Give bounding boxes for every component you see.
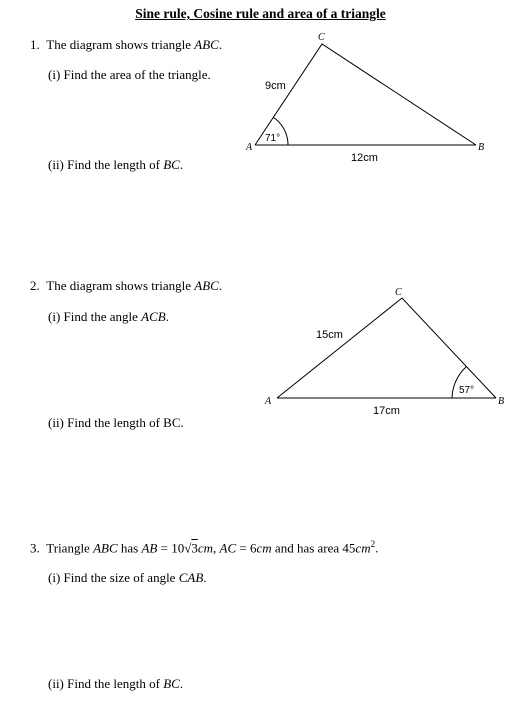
part-suffix: .: [165, 309, 169, 324]
part-text: Find the length of: [67, 676, 164, 691]
side-ac-name: AC: [219, 540, 237, 556]
stem-text: The diagram shows triangle: [46, 278, 195, 293]
stem-suffix: .: [218, 278, 223, 293]
side-ac-label: 9cm: [265, 80, 286, 92]
question-number: 1.: [30, 37, 40, 52]
triangle-name: ABC: [194, 37, 219, 52]
angle-label: 71°: [265, 133, 281, 144]
vertex-c-label: C: [318, 32, 325, 43]
question-3-part-i: [48, 570, 207, 586]
part-text: Find the angle: [63, 309, 142, 324]
side-ac-value: = 6: [236, 540, 257, 556]
part-suffix: .: [203, 570, 207, 585]
triangle-name: ABC: [194, 278, 219, 293]
side-ab-label: 12cm: [351, 152, 378, 164]
stem-text: ,: [213, 540, 220, 556]
vertex-a-label: A: [265, 396, 272, 407]
part-label: (i): [48, 67, 61, 82]
side-ab-label: 17cm: [373, 405, 400, 417]
radicand: 3: [191, 540, 198, 556]
unit: cm: [197, 540, 214, 556]
stem-text: has: [117, 540, 142, 556]
part-text: Find the size of angle: [63, 570, 179, 585]
part-text: Find the length of BC.: [67, 415, 184, 430]
part-suffix: .: [179, 157, 184, 172]
question-3-stem: [30, 539, 378, 556]
side-ab-name: AB: [141, 540, 158, 556]
stem-text: The diagram shows triangle: [46, 37, 195, 52]
angle-label: 57°: [459, 385, 475, 396]
vertex-c-label: C: [395, 287, 402, 298]
vertex-b-label: B: [498, 396, 505, 407]
angle-name: ACB: [141, 309, 166, 324]
question-number: 2.: [30, 278, 40, 293]
part-label: (ii): [48, 415, 64, 430]
area-unit: cm: [355, 540, 371, 556]
side-ab-value: = 10: [157, 540, 185, 556]
stem-text: Triangle: [46, 540, 94, 556]
vertex-b-label: B: [478, 142, 485, 153]
angle-name: CAB: [178, 570, 204, 585]
question-3-part-ii: [48, 676, 183, 692]
unit: cm: [256, 540, 272, 556]
part-label: (i): [48, 570, 61, 585]
part-label: (i): [48, 309, 61, 324]
triangle-name: ABC: [93, 540, 118, 556]
vertex-a-label: A: [246, 142, 253, 153]
area-exponent: 2: [370, 539, 376, 549]
stem-suffix: .: [375, 540, 379, 556]
side-ac-label: 15cm: [316, 329, 343, 341]
part-text: Find the area of the triangle.: [63, 67, 211, 82]
worksheet-title: Sine rule, Cosine rule and area of a triangle: [135, 6, 386, 21]
question-number: 3.: [30, 540, 40, 556]
sqrt-icon: √: [184, 540, 192, 556]
stem-suffix: .: [218, 37, 223, 52]
side-name: BC: [163, 157, 180, 172]
triangle-sides: [277, 298, 496, 398]
stem-text: and has area 45: [271, 540, 356, 556]
part-label: (ii): [48, 676, 64, 691]
part-text: Find the length of: [67, 157, 164, 172]
part-suffix: .: [179, 676, 184, 691]
side-name: BC: [163, 676, 180, 691]
part-label: (ii): [48, 157, 64, 172]
